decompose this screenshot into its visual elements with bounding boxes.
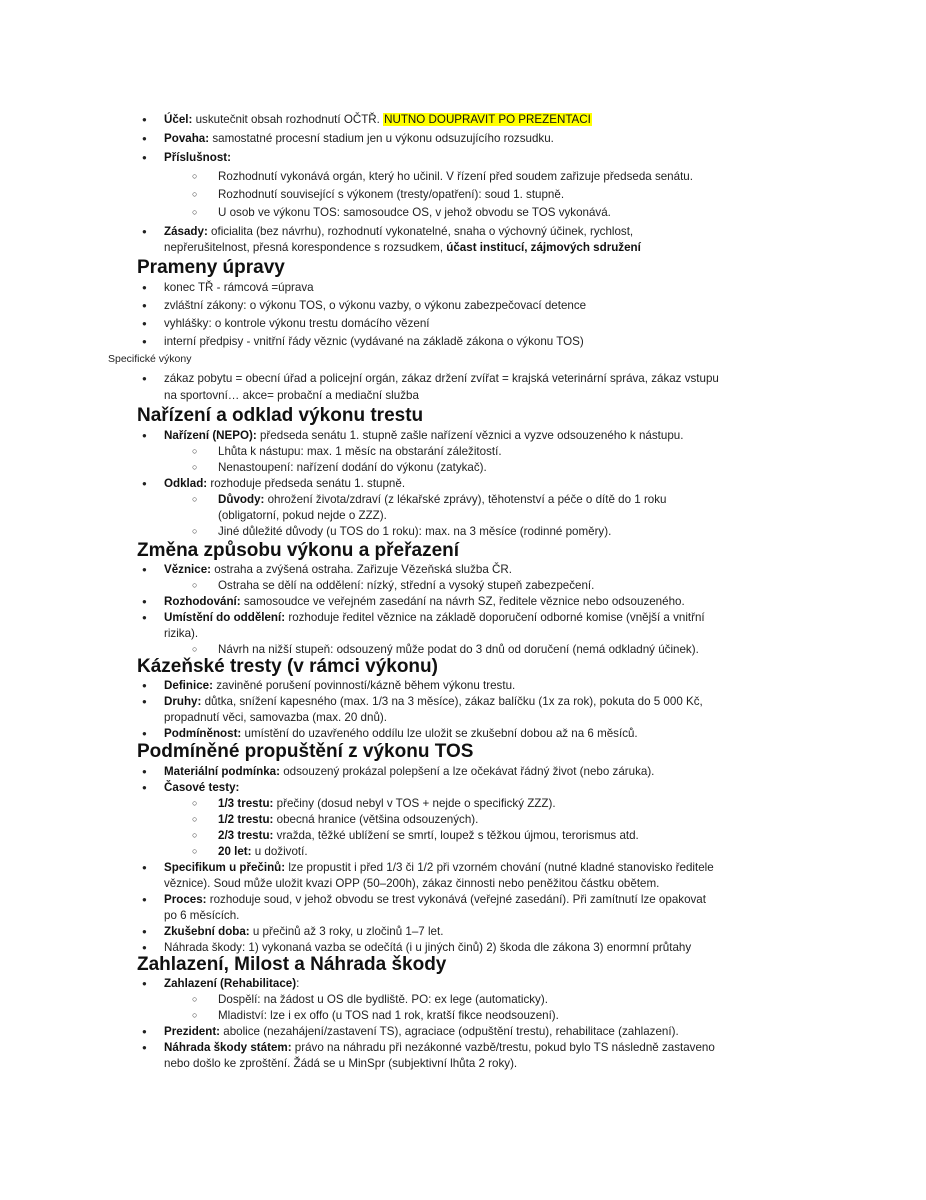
bullet-item <box>164 780 239 795</box>
text-line <box>164 1056 517 1071</box>
text-line <box>164 240 641 255</box>
text-run: předseda senátu 1. stupně zašle nařízení věznici a vyzve odsouzeného k nástupu. <box>256 429 684 442</box>
text-line <box>108 352 191 367</box>
bullet-item <box>164 280 314 295</box>
sub-bullet-item <box>218 205 611 220</box>
bullet-item <box>164 298 586 313</box>
bold-term: Příslušnost: <box>164 151 231 164</box>
bullet-item <box>164 476 405 491</box>
text-run: samostatné procesní stadium jen u výkonu odsuzujícího rozsudku. <box>209 132 554 145</box>
section-heading: Zahlazení, Milost a Náhrada škody <box>137 954 447 975</box>
sub-bullet-item <box>218 642 699 657</box>
bold-term: Umístění do oddělení: <box>164 611 286 624</box>
sub-bullet-item <box>218 444 502 459</box>
text-line <box>218 508 387 523</box>
bullet-item <box>164 678 515 693</box>
text-run: obecná hranice (většina odsouzených). <box>273 813 479 826</box>
text-run: ohrožení života/zdraví (z lékařské zprávy), těhotenství a péče o dítě do 1 roku <box>264 493 667 506</box>
text-run: Dospělí: na žádost u OS dle bydliště. PO: ex lege (automaticky). <box>218 993 548 1006</box>
bold-term: Specifikum u přečinů: <box>164 861 286 874</box>
text-run: Lhůta k nástupu: max. 1 měsíc na obstarání záležitostí. <box>218 445 502 458</box>
text-run: u doživotí. <box>251 845 308 858</box>
bold-term: 1/2 trestu: <box>218 813 274 826</box>
bullet-item <box>164 1024 679 1039</box>
sub-bullet-item <box>218 844 308 859</box>
text-line <box>164 388 419 403</box>
bold-term: Prezident: <box>164 1025 221 1038</box>
text-line <box>164 626 198 641</box>
text-run: umístění do uzavřeného oddílu lze uložit se zkušební dobou až na 6 měsíců. <box>241 727 638 740</box>
text-run: nepřerušitelnost, přesná korespondence s rozsudkem, <box>164 241 447 254</box>
section-heading: Kázeňské tresty (v rámci výkonu) <box>137 656 438 677</box>
bold-term: Náhrada škody státem: <box>164 1041 292 1054</box>
text-run: (obligatorní, pokud nejde o ZZZ). <box>218 509 387 522</box>
sub-bullet-item <box>218 492 667 507</box>
bullet-item <box>164 924 443 939</box>
text-run: zaviněné porušení povinností/kázně během výkonu trestu. <box>212 679 516 692</box>
bullet-item <box>164 131 554 146</box>
bullet-item <box>164 976 299 991</box>
text-run: Náhrada škody: 1) vykonaná vazba se odečítá (i u jiných činů) 2) škoda dle zákona 3) enormní průtahy <box>164 941 692 954</box>
text-run: abolice (nezahájení/zastavení TS), agraciace (odpuštění trestu), rehabilitace (zahlazení). <box>220 1025 679 1038</box>
bold-term: Materiální podmínka: <box>164 765 280 778</box>
bullet-item <box>164 150 231 165</box>
text-run: lze propustit i před 1/3 či 1/2 při vzorném chování (nutné kladné stanovisko ředitele <box>285 861 714 874</box>
bold-term: 20 let: <box>218 845 252 858</box>
section-heading: Podmíněné propuštění z výkonu TOS <box>137 741 474 762</box>
bullet-item <box>164 860 714 875</box>
bullet-item <box>164 316 430 331</box>
text-line <box>164 710 387 725</box>
text-run: přečiny (dosud nebyl v TOS + nejde o specifický ZZZ). <box>273 797 556 810</box>
text-run: konec TŘ - rámcová =úprava <box>164 281 314 294</box>
text-run: rozhoduje předseda senátu 1. stupně. <box>207 477 406 490</box>
sub-bullet-item <box>218 187 564 202</box>
text-run: vyhlášky: o kontrole výkonu trestu domácího vězení <box>164 317 430 330</box>
section-heading: Prameny úpravy <box>137 257 285 278</box>
bold-term: Zásady: <box>164 225 208 238</box>
text-run: rozhoduje soud, v jehož obvodu se trest vykonává (veřejné zasedání). Při zamítnutí lze opakovat <box>206 893 706 906</box>
sub-bullet-item <box>218 796 556 811</box>
bold-term: Časové testy: <box>164 781 240 794</box>
text-run: věznice). Soud může uložit kvazi OPP (50–200h), zákaz činnosti nebo peněžitou částku obětem. <box>164 877 660 890</box>
bullet-item <box>164 371 719 386</box>
text-run: interní předpisy - vnitřní řády věznic (vydávané na základě zákona o výkonu TOS) <box>164 335 584 348</box>
text-line <box>164 908 239 923</box>
text-run: uskutečnit obsah rozhodnutí OČTŘ. <box>192 113 384 126</box>
section-heading: Nařízení a odklad výkonu trestu <box>137 405 424 426</box>
text-run: Nenastoupení: nařízení dodání do výkonu (zatykač). <box>218 461 487 474</box>
bullet-item <box>164 428 683 443</box>
text-run: Rozhodnutí související s výkonem (tresty/opatření): soud 1. stupně. <box>218 188 565 201</box>
bold-term: účast institucí, zájmových sdružení <box>446 241 641 254</box>
text-run: Ostraha se dělí na oddělení: nízký, střední a vysoký stupeň zabezpečení. <box>218 579 595 592</box>
bullet-item <box>164 764 654 779</box>
text-run: ostraha a zvýšená ostraha. Zařizuje Vězeňská služba ČR. <box>211 563 512 576</box>
text-run: rozhoduje ředitel věznice na základě doporučení odborné komise (vnější a vnitřní <box>285 611 705 624</box>
bullet-item <box>164 224 633 239</box>
bullet-item <box>164 334 584 349</box>
sub-bullet-item <box>218 169 693 184</box>
bullet-item <box>164 892 706 907</box>
sub-bullet-item <box>218 460 487 475</box>
bold-term: 1/3 trestu: <box>218 797 274 810</box>
text-run: důtka, snížení kapesného (max. 1/3 na 3 měsíce), zákaz balíčku (1x za rok), pokuta do 5 000 Kč, <box>201 695 703 708</box>
text-run: zákaz pobytu = obecní úřad a policejní orgán, zákaz držení zvířat = krajská veterinární správa, zákaz vstupu <box>164 372 719 385</box>
bold-term: Povaha: <box>164 132 210 145</box>
bold-term: Proces: <box>164 893 207 906</box>
text-run: po 6 měsících. <box>164 909 240 922</box>
text-run: Specifické výkony <box>108 353 192 365</box>
sub-bullet-item <box>218 1008 559 1023</box>
text-run: právo na náhradu při nezákonné vazbě/trestu, pokud bylo TS následně zastaveno <box>291 1041 715 1054</box>
text-run: : <box>296 977 300 990</box>
text-run: propadnutí věci, samovazba (max. 20 dnů). <box>164 711 387 724</box>
bold-term: Rozhodování: <box>164 595 241 608</box>
sub-bullet-item <box>218 992 548 1007</box>
bold-term: Účel: <box>164 113 193 126</box>
bullet-item <box>164 562 512 577</box>
section-heading: Změna způsobu výkonu a přeřazení <box>137 540 460 561</box>
text-run: nebo došlo ke zproštění. Žádá se u MinSpr (subjektivní lhůta 2 roky). <box>164 1057 518 1070</box>
bullet-item <box>164 610 705 625</box>
bullet-item <box>164 112 592 127</box>
text-run: Návrh na nižší stupeň: odsouzený může podat do 3 dnů od doručení (nemá odkladný účinek). <box>218 643 699 656</box>
text-run: rizika). <box>164 627 199 640</box>
text-run: Jiné důležité důvody (u TOS do 1 roku): max. na 3 měsíce (rodinné poměry). <box>218 525 612 538</box>
text-run: na sportovní… akce= probační a mediační služba <box>164 389 419 402</box>
text-line <box>164 876 659 891</box>
bullet-item <box>164 1040 715 1055</box>
bold-term: Zkušební doba: <box>164 925 250 938</box>
bold-term: Věznice: <box>164 563 212 576</box>
bold-term: Druhy: <box>164 695 202 708</box>
text-run: U osob ve výkonu TOS: samosoudce OS, v jehož obvodu se TOS vykonává. <box>218 206 611 219</box>
bold-term: Podmíněnost: <box>164 727 242 740</box>
highlighted-note: NUTNO DOUPRAVIT PO PREZENTACI <box>384 113 591 126</box>
text-run: u přečinů až 3 roky, u zločinů 1–7 let. <box>249 925 444 938</box>
bullet-item <box>164 594 685 609</box>
bold-term: Odklad: <box>164 477 208 490</box>
text-run: zvláštní zákony: o výkonu TOS, o výkonu vazby, o výkonu zabezpečovací detence <box>164 299 587 312</box>
sub-bullet-item <box>218 578 594 593</box>
bullet-item <box>164 940 691 955</box>
bold-term: Nařízení (NEPO): <box>164 429 257 442</box>
bullet-item <box>164 694 703 709</box>
text-run: Mladiství: lze i ex offo (u TOS nad 1 rok, kratší fikce neodsouzení). <box>218 1009 559 1022</box>
sub-bullet-item <box>218 828 639 843</box>
bold-term: 2/3 trestu: <box>218 829 274 842</box>
text-run: samosoudce ve veřejném zasedání na návrh SZ, ředitele věznice nebo odsouzeného. <box>240 595 685 608</box>
text-run: Rozhodnutí vykonává orgán, který ho učinil. V řízení před soudem zařizuje předseda senátu. <box>218 170 693 183</box>
sub-bullet-item <box>218 812 478 827</box>
bold-term: Zahlazení (Rehabilitace) <box>164 977 297 990</box>
text-run: odsouzený prokázal polepšení a lze očekávat řádný život (nebo záruka). <box>279 765 655 778</box>
text-run: oficialita (bez návrhu), rozhodnutí vykonatelné, snaha o výchovný účinek, rychlost, <box>207 225 634 238</box>
text-run: vražda, těžké ublížení se smrtí, loupež s těžkou újmou, terorismus atd. <box>273 829 639 842</box>
bold-term: Definice: <box>164 679 213 692</box>
sub-bullet-item <box>218 524 611 539</box>
bold-term: Důvody: <box>218 493 265 506</box>
bullet-item <box>164 726 638 741</box>
